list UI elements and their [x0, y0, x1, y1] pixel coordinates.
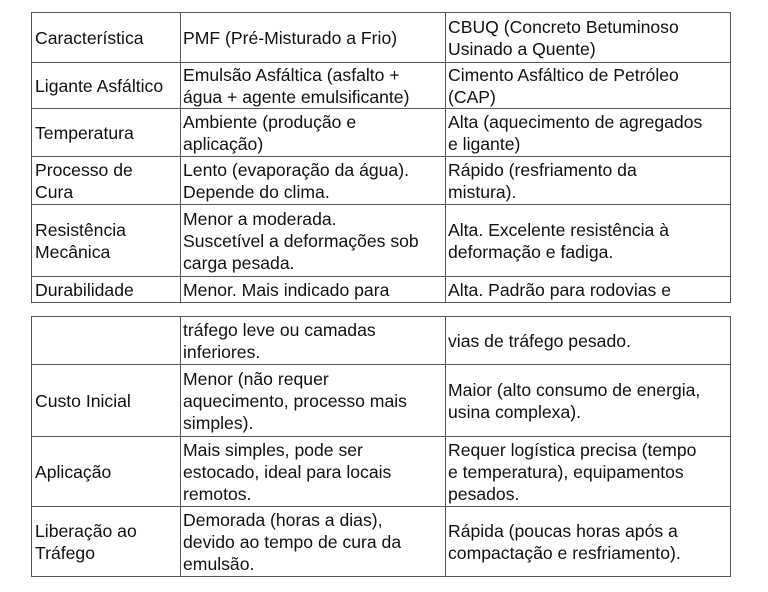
cbuq-cell: Alta (aquecimento de agregados e ligante): [446, 109, 731, 157]
row-label-aplicacao: Aplicação: [32, 437, 181, 507]
row-label-processo-de-cura: Processo de Cura: [32, 157, 181, 205]
pmf-cell: Mais simples, pode ser estocado, ideal para locais remotos.: [181, 437, 446, 507]
pmf-cell: Demorada (horas a dias), devido ao tempo de cura da emulsão.: [181, 507, 446, 577]
cbuq-cell: Rápido (resfriamento da mistura).: [446, 157, 731, 205]
table-row: [32, 277, 731, 303]
pmf-cell: Menor (não requer aquecimento, processo mais simples).: [181, 365, 446, 437]
table-row: [32, 109, 731, 157]
table-row: [32, 365, 731, 437]
pmf-cell: Lento (evaporação da água). Depende do clima.: [181, 157, 446, 205]
cbuq-cell: Maior (alto consumo de energia, usina complexa).: [446, 365, 731, 437]
row-label-resistencia-mecanica: Resistência Mecânica: [32, 205, 181, 277]
row-label-ligante: Ligante Asfáltico: [32, 63, 181, 109]
table-row: [32, 437, 731, 507]
cbuq-cell: Alta. Excelente resistência à deformação e fadiga.: [446, 205, 731, 277]
pmf-cell: PMF (Pré-Misturado a Frio): [181, 13, 446, 63]
table-row: [32, 205, 731, 277]
row-label-caracteristica: Característica: [32, 13, 181, 63]
cbuq-cell: Rápida (poucas horas após a compactação e resfriamento).: [446, 507, 731, 577]
row-label-durabilidade: Durabilidade: [32, 277, 181, 303]
table-row: [32, 63, 731, 109]
table-row: [32, 157, 731, 205]
row-label-custo-inicial: Custo Inicial: [32, 365, 181, 437]
table-row: [32, 13, 731, 63]
pmf-cell: Menor. Mais indicado para: [181, 277, 446, 303]
cbuq-cell: vias de tráfego pesado.: [446, 317, 731, 365]
table-row: [32, 507, 731, 577]
cbuq-cell: Alta. Padrão para rodovias e: [446, 277, 731, 303]
pmf-cell: Menor a moderada. Suscetível a deformações sob carga pesada.: [181, 205, 446, 277]
cbuq-cell: Cimento Asfáltico de Petróleo (CAP): [446, 63, 731, 109]
pmf-cell: tráfego leve ou camadas inferiores.: [181, 317, 446, 365]
pmf-cell: Emulsão Asfáltica (asfalto + água + agente emulsificante): [181, 63, 446, 109]
pmf-cell: Ambiente (produção e aplicação): [181, 109, 446, 157]
comparison-table-top: [31, 12, 731, 303]
table-row: [32, 317, 731, 365]
row-label-temperatura: Temperatura: [32, 109, 181, 157]
cbuq-cell: Requer logística precisa (tempo e temperatura), equipamentos pesados.: [446, 437, 731, 507]
row-label-empty: [32, 317, 181, 365]
cbuq-cell: CBUQ (Concreto Betuminoso Usinado a Quente): [446, 13, 731, 63]
comparison-table-bottom: [31, 316, 731, 577]
row-label-liberacao-ao-trafego: Liberação ao Tráfego: [32, 507, 181, 577]
